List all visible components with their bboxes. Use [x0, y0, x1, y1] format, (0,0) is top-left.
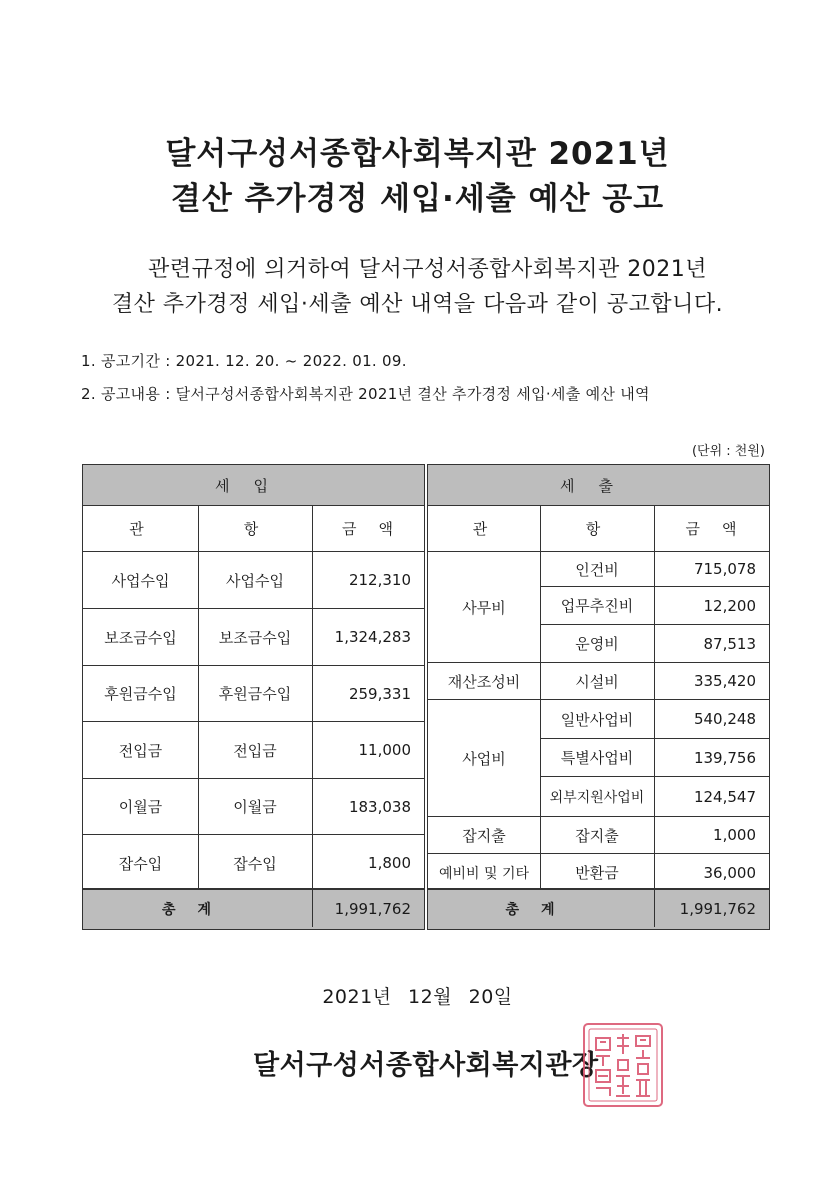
expenditure-group-1-gwan: 사무비 [462, 598, 506, 617]
revenue-row-6-gwan: 잡수입 [118, 854, 163, 873]
expenditure-item-1-amount: 715,078 [693, 560, 756, 578]
announcement-date: 2021년 12월 20일 [322, 986, 513, 1008]
expenditure-total-row [428, 888, 769, 929]
revenue-row-6-hang: 잡수입 [233, 854, 277, 873]
revenue-section [82, 464, 425, 930]
revenue-row-4-amount: 11,000 [358, 741, 411, 759]
revenue-row-3-hang: 후원금수입 [218, 685, 292, 703]
revenue-header: 세입 [83, 465, 424, 506]
revenue-row-5-gwan: 이월금 [118, 798, 163, 816]
title-line-2: 결산 추가경정 세입·세출 예산 공고 [170, 181, 665, 217]
expenditure-item-1-hang: 인건비 [575, 560, 619, 579]
revenue-row-1-gwan: 사업수입 [111, 571, 170, 590]
unit-label: (단위 : 천원) [691, 444, 765, 459]
title-line-1: 달서구성서종합사회복지관 2021년 [165, 136, 670, 172]
expenditure-total-label: 총계 [505, 901, 577, 918]
revenue-total-label: 총계 [161, 901, 234, 918]
expenditure-item-9-hang: 반환금 [575, 864, 619, 882]
expenditure-item-4-hang: 시설비 [575, 672, 619, 691]
revenue-total-amount: 1,991,762 [334, 899, 411, 918]
expenditure-group-2-gwan: 재산조성비 [447, 672, 521, 691]
expenditure-group-4-gwan: 잡지출 [462, 826, 506, 845]
revenue-col-hang: 항 [243, 519, 267, 538]
revenue-row-1-amount: 212,310 [348, 571, 411, 589]
expenditure-item-8-hang: 잡지출 [575, 826, 619, 845]
expenditure-group-3-gwan: 사업비 [462, 749, 506, 768]
expenditure-item-3-amount: 87,513 [703, 634, 756, 653]
signer-name: 달서구성서종합사회복지관장 [253, 1050, 599, 1081]
expenditure-item-2-amount: 12,200 [703, 596, 756, 615]
expenditure-item-2-hang: 업무추진비 [560, 597, 634, 615]
expenditure-item-6-hang: 특별사업비 [560, 749, 634, 767]
intro-line-2: 결산 추가경정 세입·세출 예산 내역을 다음과 같이 공고합니다. [111, 292, 724, 317]
expenditure-group-5-gwan: 예비비 및 기타 [438, 865, 530, 882]
revenue-col-gwan: 관 [129, 519, 152, 538]
expenditure-item-9-amount: 36,000 [703, 863, 756, 882]
expenditure-item-5-hang: 일반사업비 [560, 710, 634, 729]
expenditure-item-8-amount: 1,000 [713, 826, 756, 844]
intro-line-1: 관련규정에 의거하여 달서구성서종합사회복지관 2021년 [147, 257, 707, 282]
expenditure-item-4-amount: 335,420 [693, 672, 756, 690]
revenue-row-5-hang: 이월금 [233, 798, 277, 816]
revenue-row-3-amount: 259,331 [348, 684, 411, 703]
expenditure-item-7-hang: 외부지원사업비 [549, 789, 645, 806]
revenue-row-2-gwan: 보조금수입 [104, 628, 177, 647]
expenditure-header: 세출 [428, 465, 769, 506]
revenue-row-1-hang: 사업수입 [226, 571, 284, 590]
expenditure-item-7-amount: 124,547 [693, 787, 756, 806]
revenue-row-3-gwan: 후원금수입 [104, 685, 177, 703]
notice-content: 2. 공고내용 : 달서구성서종합사회복지관 2021년 결산 추가경정 세입·세출 예산 내역 [81, 385, 650, 403]
expenditure-col-hang: 항 [585, 519, 609, 538]
notice-period: 1. 공고기간 : 2021. 12. 20. ~ 2022. 01. 09. [81, 352, 407, 370]
expenditure-col-gwan: 관 [472, 519, 496, 538]
revenue-total-row [83, 888, 424, 929]
revenue-row-6-amount: 1,800 [368, 854, 411, 872]
expenditure-total-amount: 1,991,762 [679, 899, 756, 918]
revenue-row-5-amount: 183,038 [348, 797, 411, 816]
expenditure-col-amount: 금액 [685, 519, 759, 538]
expenditure-item-5-amount: 540,248 [693, 710, 756, 728]
revenue-col-amount: 금액 [342, 519, 415, 538]
expenditure-section [427, 464, 770, 930]
budget-table [82, 464, 770, 930]
expenditure-item-6-amount: 139,756 [693, 748, 756, 767]
revenue-row-4-hang: 전입금 [233, 741, 277, 760]
revenue-row-2-hang: 보조금수입 [218, 628, 292, 647]
revenue-row-4-gwan: 전입금 [118, 741, 163, 760]
official-seal-icon [580, 1020, 666, 1110]
expenditure-item-3-hang: 운영비 [575, 635, 619, 653]
revenue-row-2-amount: 1,324,283 [334, 628, 411, 646]
